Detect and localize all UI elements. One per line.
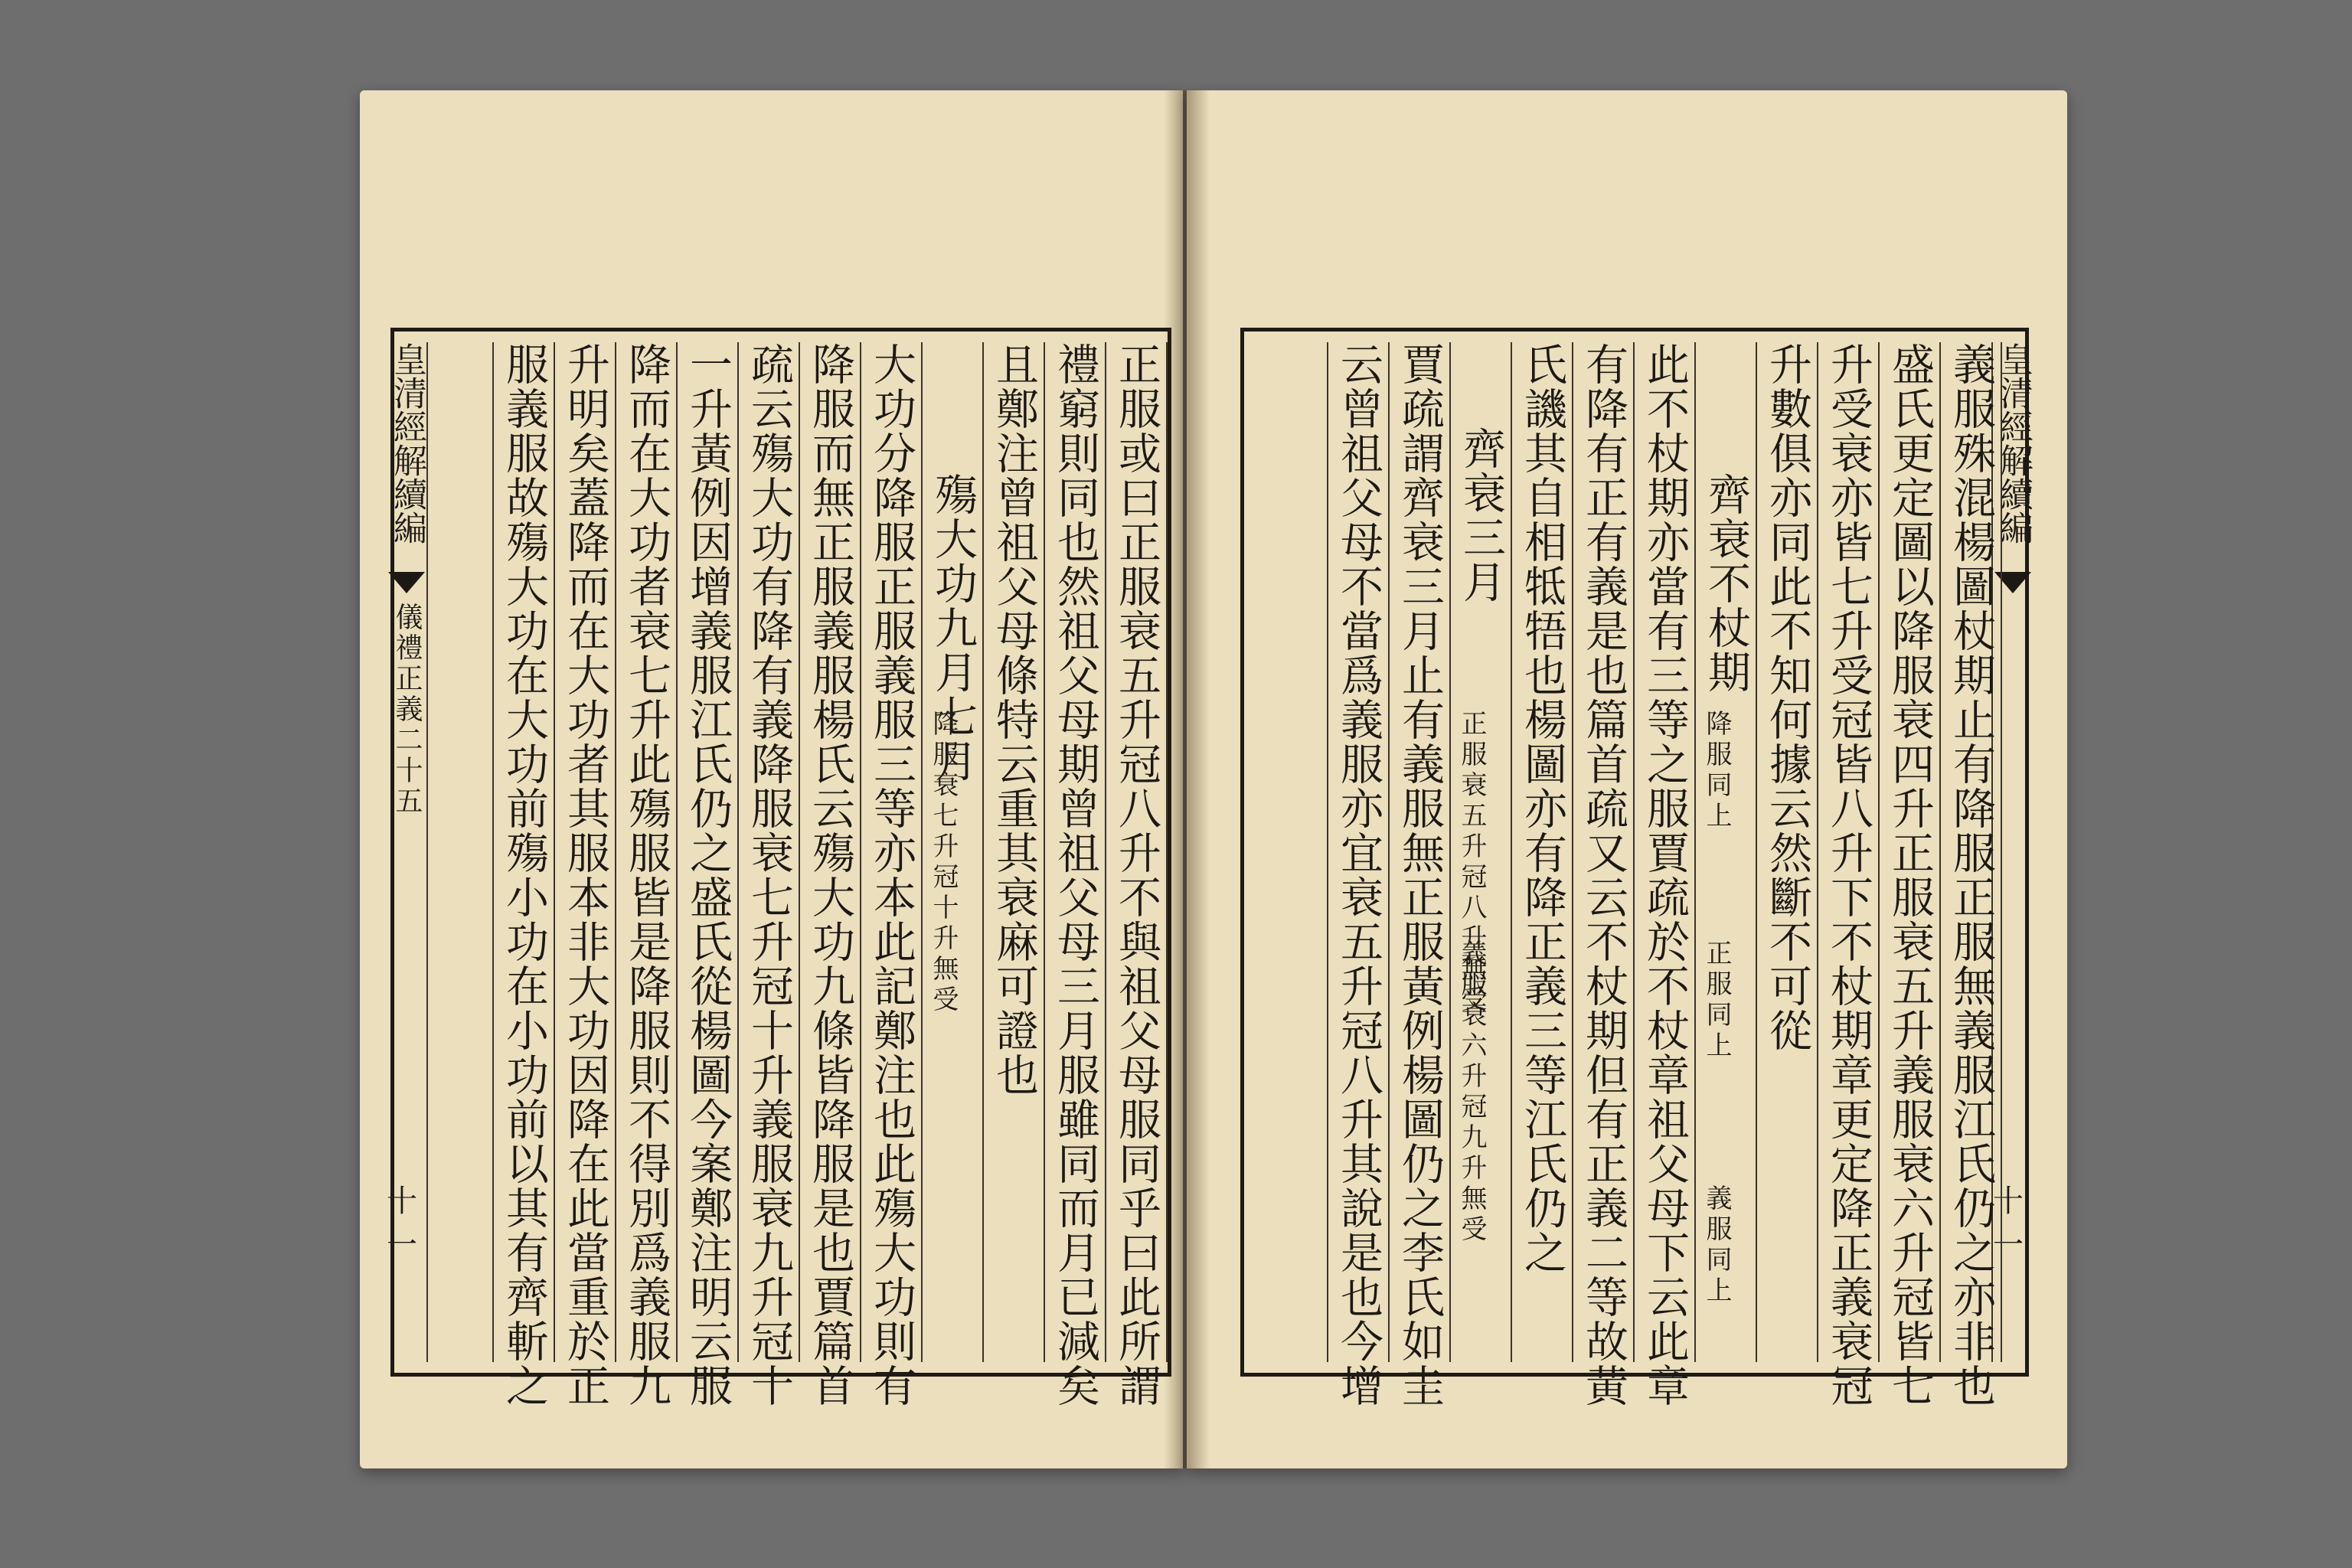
right_page-column-9	[1449, 342, 1511, 1362]
interlinear-note: 義服同上	[1701, 1184, 1732, 1307]
right_page-column-6	[1633, 342, 1694, 1408]
section-heading: 齊衰不杖期	[1701, 472, 1751, 694]
text-column: 盛氏更定圖以降服衰四升正服衰五升義服衰六升冠皆七	[1885, 342, 1935, 1408]
section-heading: 齊衰三月	[1456, 426, 1506, 604]
left-section-label: 儀禮正義二十五	[391, 603, 423, 817]
text-column: 云曾祖父母不當爲義服亦宜衰五升冠八升其說是也今增	[1334, 342, 1383, 1408]
text-column: 且鄭注曾祖父母條特云重其衰麻可證也	[989, 342, 1039, 1097]
right_page-column-5	[1694, 342, 1756, 1362]
text-column: 禮窮則同也然祖父母期曾祖父母三月服雖同而月已減矣	[1050, 342, 1100, 1408]
interlinear-note: 正服同上	[1701, 939, 1732, 1062]
left-columns	[417, 342, 1168, 1408]
right-text-frame	[1240, 328, 2033, 1408]
open-book	[360, 90, 2067, 1476]
text-column: 義服殊混楊圖杖期止有降服正服無義服江氏仍之亦非也	[1946, 342, 1996, 1408]
interlinear-note: 義服衰六升冠九升無受	[1456, 939, 1487, 1246]
left_page-column-10	[554, 342, 615, 1408]
left-running-title: 皇清經解續編	[387, 342, 426, 544]
text-column: 一升黃例因增義服江氏仍之盛氏從楊圖今案鄭注明云服	[683, 342, 733, 1408]
text-column: 此不杖期亦當有三等之服賈疏於不杖章祖父母下云此章	[1640, 342, 1690, 1408]
right_page-column-8	[1511, 342, 1572, 1362]
text-column: 服義服故殤大功在大功前殤小功在小功前以其有齊斬之	[499, 342, 549, 1408]
right_page-column-4	[1756, 342, 1817, 1362]
left_page-column-4	[921, 342, 982, 1362]
interlinear-note: 降服衰七升冠十升無受	[928, 710, 959, 1016]
left_page-column-3	[982, 342, 1044, 1362]
interlinear-note: 降服同上	[1701, 710, 1732, 832]
interlinear-note: 正服衰五升冠八升無受	[1456, 710, 1487, 1016]
text-column: 升明矣蓋降而在大功者其服本非大功因降在此當重於正	[560, 342, 610, 1408]
left_page-column-1	[1105, 342, 1168, 1408]
left-page	[360, 90, 1183, 1468]
text-column: 疏云殤大功有降有義降服衰七升冠十升義服衰九升冠十	[744, 342, 794, 1408]
right_page-column-1	[1939, 342, 2002, 1408]
book-gutter	[1164, 90, 1210, 1468]
text-column: 氏譏其自相牴牾也楊圖亦有降正義三等江氏仍之	[1517, 342, 1567, 1275]
right_page-column-11	[1327, 342, 1388, 1408]
left_page-column-8	[676, 342, 737, 1408]
section-heading: 殤大功九月七月	[928, 472, 978, 783]
right-page	[1187, 90, 2067, 1468]
left-folio: 十一	[387, 1184, 417, 1263]
left_page-column-9	[615, 342, 676, 1408]
text-column: 賈疏謂齊衰三月止有義服無正服黃例楊圖仍之李氏如圭	[1395, 342, 1445, 1408]
text-column: 降服而無正服義服楊氏云殤大功九條皆降服是也賈篇首	[805, 342, 855, 1408]
text-column: 降而在大功者衰七升此殤服皆是降服則不得別爲義服九	[622, 342, 671, 1408]
left_page-column-7	[737, 342, 799, 1408]
text-column: 升數俱亦同此不知何據云然斷不可從	[1762, 342, 1812, 1053]
right_page-column-2	[1878, 342, 1939, 1408]
left_page-column-11	[492, 342, 554, 1408]
right-folio: 十一	[1993, 1184, 2024, 1263]
right-columns	[1244, 342, 2002, 1408]
left-text-frame	[387, 328, 1171, 1408]
right_page-column-7	[1572, 342, 1633, 1408]
right_page-column-3	[1817, 342, 1878, 1408]
right-running-title: 皇清經解續編	[1994, 342, 2033, 544]
text-column: 正服或曰正服衰五升冠八升不與祖父母服同乎曰此所謂	[1112, 342, 1161, 1408]
left_page-column-5	[860, 342, 921, 1408]
text-column: 大功分降服正服義服三等亦本此記鄭注也此殤大功則有	[867, 342, 916, 1408]
right_page-column-10	[1388, 342, 1449, 1408]
left_page-column-2	[1044, 342, 1105, 1408]
text-column: 有降有正有義是也篇首疏又云不杖期但有正義二等故黃	[1579, 342, 1628, 1408]
text-column: 升受衰亦皆七升受冠皆八升下不杖期章更定降正義衰冠	[1824, 342, 1873, 1408]
left_page-column-6	[799, 342, 860, 1408]
